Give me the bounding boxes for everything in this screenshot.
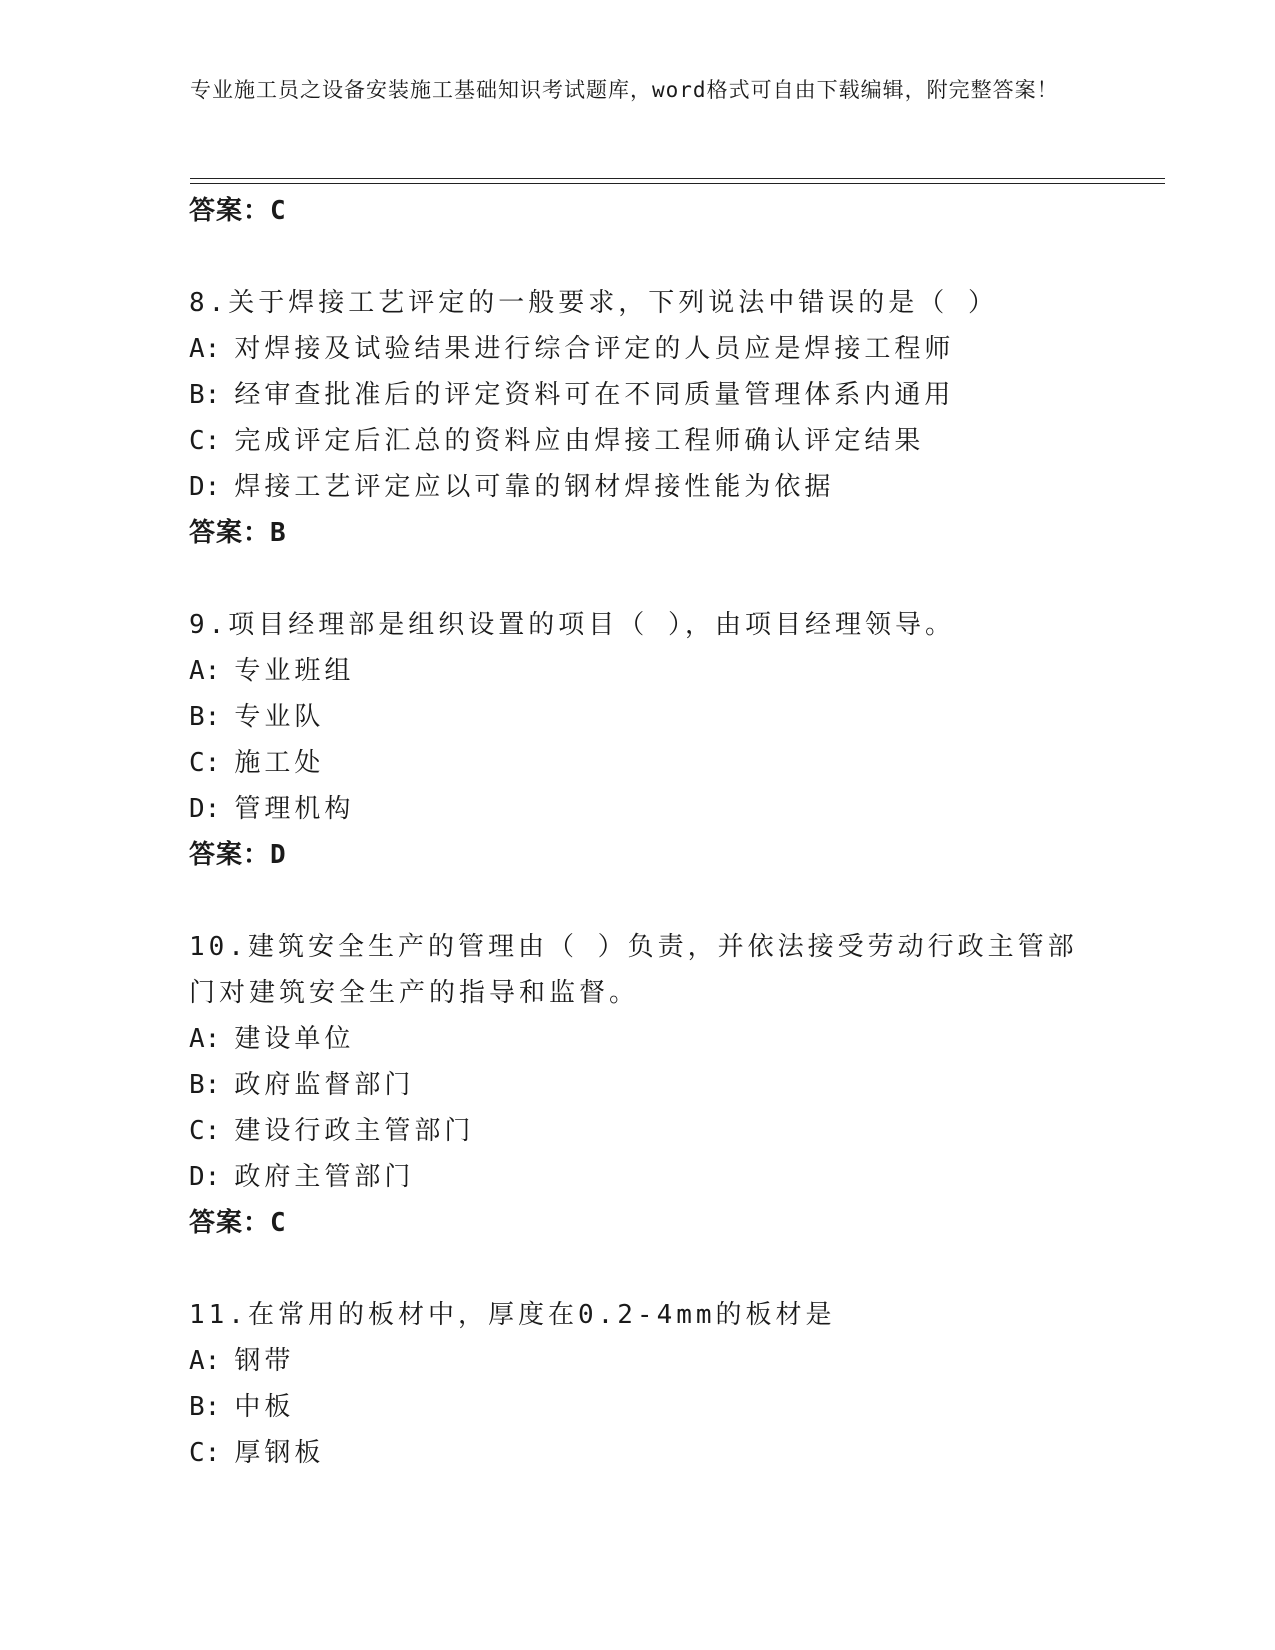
option-c: [189, 740, 1089, 786]
option-text: 对焊接及试验结果进行综合评定的人员应是焊接工程师: [234, 334, 955, 364]
option-text: 管理机构: [234, 794, 355, 824]
option-text: 施工处: [234, 748, 325, 778]
option-text: 钢带: [234, 1346, 295, 1376]
option-text: 中板: [234, 1392, 295, 1422]
option-text: 经审查批准后的评定资料可在不同质量管理体系内通用: [234, 380, 955, 410]
question-11: [189, 1292, 1089, 1476]
option-letter: B:: [189, 1392, 221, 1422]
question-10: [189, 924, 1089, 1246]
option-d: [189, 464, 1089, 510]
option-letter: B:: [189, 702, 221, 732]
option-a: [189, 648, 1089, 694]
answer-line: 答案：C: [189, 1208, 287, 1238]
document-header: 专业施工员之设备安装施工基础知识考试题库，word格式可自由下载编辑，附完整答案！: [190, 78, 1059, 102]
option-letter: D:: [189, 794, 221, 824]
option-letter: C:: [189, 1116, 221, 1146]
option-text: 完成评定后汇总的资料应由焊接工程师确认评定结果: [234, 426, 925, 456]
option-b: [189, 372, 1089, 418]
option-letter: A:: [189, 334, 221, 364]
option-letter: C:: [189, 426, 221, 456]
option-letter: C:: [189, 1438, 221, 1468]
option-text: 专业队: [234, 702, 325, 732]
question-stem: 9.项目经理部是组织设置的项目（ ），由项目经理领导。: [189, 610, 955, 640]
option-d: [189, 786, 1089, 832]
answer-line: 答案：B: [189, 518, 287, 548]
option-b: [189, 1384, 1089, 1430]
option-letter: B:: [189, 1070, 221, 1100]
option-text: 政府监督部门: [234, 1070, 415, 1100]
header-divider-top: [190, 178, 1165, 179]
option-letter: A:: [189, 1024, 221, 1054]
option-b: [189, 694, 1089, 740]
question-8: [189, 280, 1089, 556]
question-stem: 10.建筑安全生产的管理由（ ）负责，并依法接受劳动行政主管部门对建筑安全生产的指导和监督。: [189, 932, 1078, 1008]
option-letter: C:: [189, 748, 221, 778]
option-text: 厚钢板: [234, 1438, 325, 1468]
option-b: [189, 1062, 1089, 1108]
option-text: 建设单位: [234, 1024, 355, 1054]
option-d: [189, 1154, 1089, 1200]
question-list: [189, 188, 1089, 1522]
option-a: [189, 1016, 1089, 1062]
question-stem: 8.关于焊接工艺评定的一般要求，下列说法中错误的是（ ）: [189, 288, 998, 318]
option-text: 政府主管部门: [234, 1162, 415, 1192]
option-c: [189, 1108, 1089, 1154]
answer-line: 答案：D: [189, 840, 287, 870]
option-letter: B:: [189, 380, 221, 410]
option-c: [189, 1430, 1089, 1476]
option-a: [189, 1338, 1089, 1384]
option-a: [189, 326, 1089, 372]
option-letter: D:: [189, 1162, 221, 1192]
option-letter: D:: [189, 472, 221, 502]
option-text: 焊接工艺评定应以可靠的钢材焊接性能为依据: [234, 472, 835, 502]
option-text: 建设行政主管部门: [234, 1116, 475, 1146]
option-letter: A:: [189, 1346, 221, 1376]
option-c: [189, 418, 1089, 464]
option-letter: A:: [189, 656, 221, 686]
option-text: 专业班组: [234, 656, 355, 686]
question-9: [189, 602, 1089, 878]
header-divider-bottom: [190, 183, 1165, 184]
question-stem: 11.在常用的板材中，厚度在0.2-4mm的板材是: [189, 1300, 836, 1330]
answer-line: 答案：C: [189, 196, 287, 226]
